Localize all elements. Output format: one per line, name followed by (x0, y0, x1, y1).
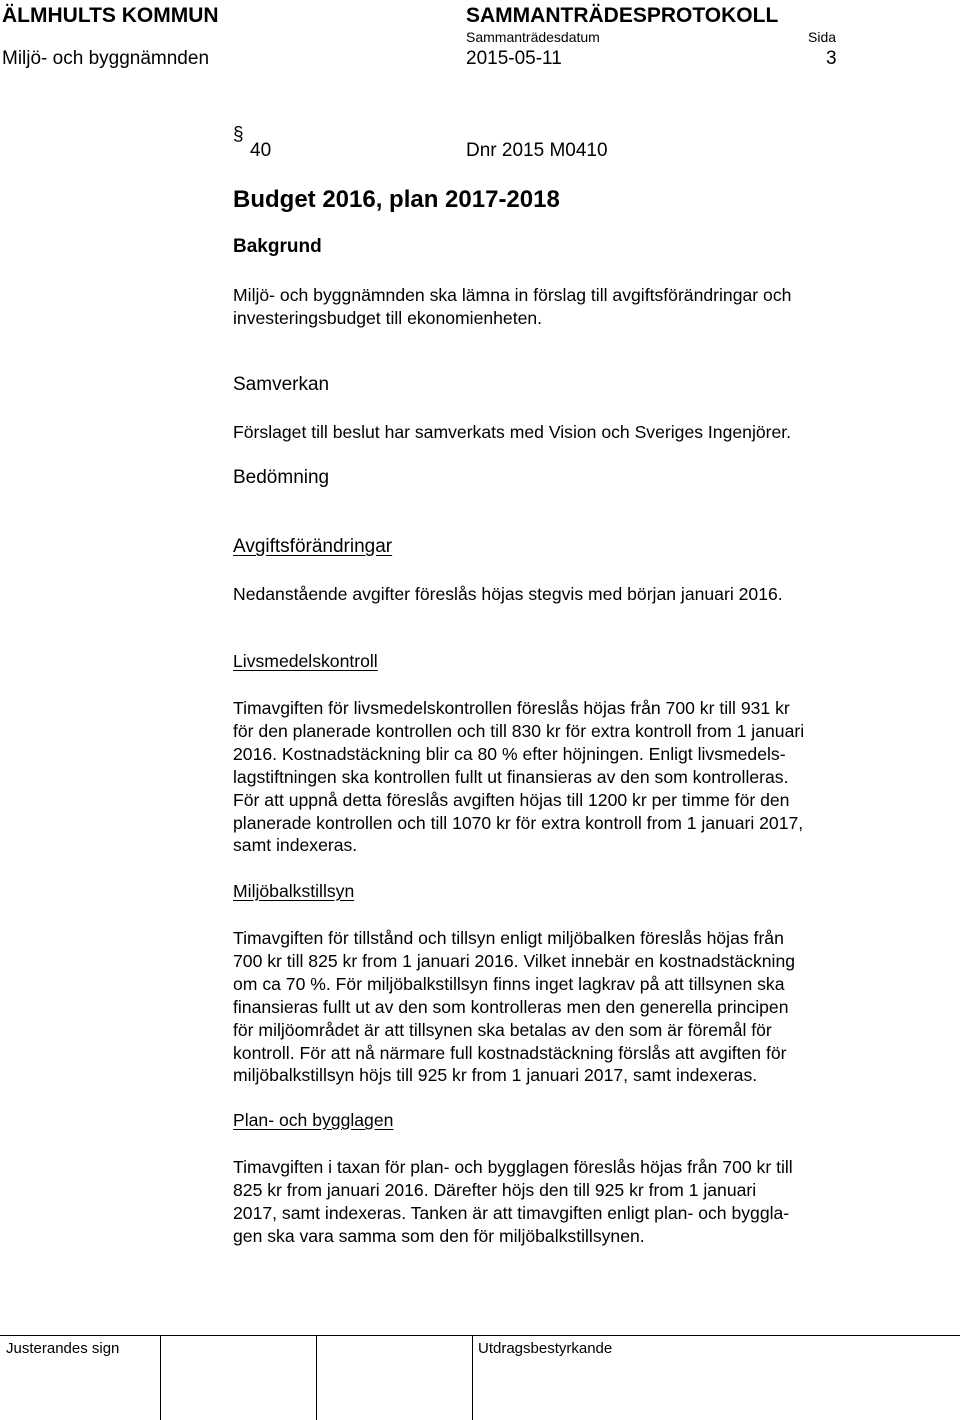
text-line: Timavgiften för tillstånd och tillsyn enligt miljöbalken föreslås höjas från (233, 928, 784, 948)
paragraph-samverkan (233, 421, 873, 444)
meeting-date-label: Sammanträdesdatum (466, 29, 600, 45)
text-line: 2016. Kostnadstäckning blir ca 80 % efter höjningen. Enligt livsmedels- (233, 743, 786, 764)
text-line: för miljöområdet är att tillsynen ska betalas av den som är föremål för (233, 1019, 772, 1040)
paragraph-pbl (233, 1156, 873, 1248)
signature-box-divider (316, 1335, 317, 1420)
footer-divider (0, 1335, 960, 1336)
justerandes-sign-label: Justerandes sign (6, 1340, 120, 1357)
text-line: 2017, samt indexeras. Tanken är att timavgiften enligt plan- och byggla- (233, 1202, 790, 1223)
committee-name: Miljö- och byggnämnden (2, 48, 210, 69)
text-line: om ca 70 %. För miljöbalkstillsyn finns inget lagkrav på att tillsynen ska (233, 973, 785, 994)
text-line: planerade kontrollen och till 1070 kr för extra kontroll from 1 januari 2017, (233, 812, 804, 833)
signature-box-divider (472, 1335, 473, 1420)
text-line: gen ska vara samma som den för miljöbalkstillsynen. (233, 1225, 645, 1246)
heading-bedomning: Bedömning (233, 467, 330, 488)
text-line: samt indexeras. (233, 835, 358, 856)
heading-bakgrund: Bakgrund (233, 236, 322, 257)
text-line: Nedanstående avgifter föreslås höjas stegvis med början januari 2016. (233, 584, 783, 604)
text-line: Timavgiften för livsmedelskontrollen föreslås höjas från 700 kr till 931 kr (233, 698, 790, 718)
heading-samverkan: Samverkan (233, 374, 330, 395)
paragraph-avgifter (233, 583, 873, 606)
heading-avgiftsforandringar: Avgiftsförändringar (233, 536, 393, 557)
text-line: Förslaget till beslut har samverkats med Vision och Sveriges Ingenjörer. (233, 422, 792, 442)
page-number: 3 (826, 48, 837, 69)
document-type: SAMMANTRÄDESPROTOKOLL (466, 4, 779, 27)
text-line: miljöbalkstillsyn höjs till 925 kr from 1 januari 2017, samt indexeras. (233, 1065, 758, 1086)
diary-number: Dnr 2015 M0410 (466, 140, 608, 161)
section-title: Budget 2016, plan 2017-2018 (233, 186, 560, 213)
text-line: för den planerade kontrollen och till 830 kr för extra kontroll from 1 januari (233, 720, 805, 741)
section-number: 40 (250, 140, 272, 161)
paragraph-bakgrund (233, 284, 873, 330)
text-line: lagstiftningen ska kontrollen fullt ut finansieras av den som kontrolleras. (233, 766, 789, 787)
text-line: finansieras fullt ut av den som kontrolleras men den generella principen (233, 996, 789, 1017)
heading-miljobalkstillsyn: Miljöbalkstillsyn (233, 881, 355, 901)
page-label: Sida (808, 29, 837, 45)
meeting-date: 2015-05-11 (466, 48, 562, 69)
signature-box-divider (160, 1335, 161, 1420)
text-line: Miljö- och byggnämnden ska lämna in förslag till avgiftsförändringar och (233, 285, 792, 305)
text-line: För att uppnå detta föreslås avgiften höjas till 1200 kr per timme för den (233, 789, 790, 810)
heading-livsmedelskontroll: Livsmedelskontroll (233, 651, 378, 671)
section-symbol: § (233, 124, 244, 145)
text-line: kontroll. För att nå närmare full kostnadstäckning förslås att avgiften för (233, 1042, 787, 1063)
text-line: investeringsbudget till ekonomienheten. (233, 307, 543, 328)
paragraph-miljobalk (233, 927, 873, 1087)
text-line: 825 kr from januari 2016. Därefter höjs den till 925 kr from 1 januari (233, 1179, 757, 1200)
heading-plan-och-bygglagen: Plan- och bygglagen (233, 1110, 394, 1130)
utdragsbestyrkande-label: Utdragsbestyrkande (478, 1340, 613, 1357)
organization-name: ÄLMHULTS KOMMUN (2, 4, 219, 27)
text-line: Timavgiften i taxan för plan- och bygglagen föreslås höjas från 700 kr till (233, 1157, 793, 1177)
text-line: 700 kr till 825 kr from 1 januari 2016. Vilket innebär en kostnadstäckning (233, 950, 796, 971)
paragraph-livsmedel (233, 697, 873, 857)
